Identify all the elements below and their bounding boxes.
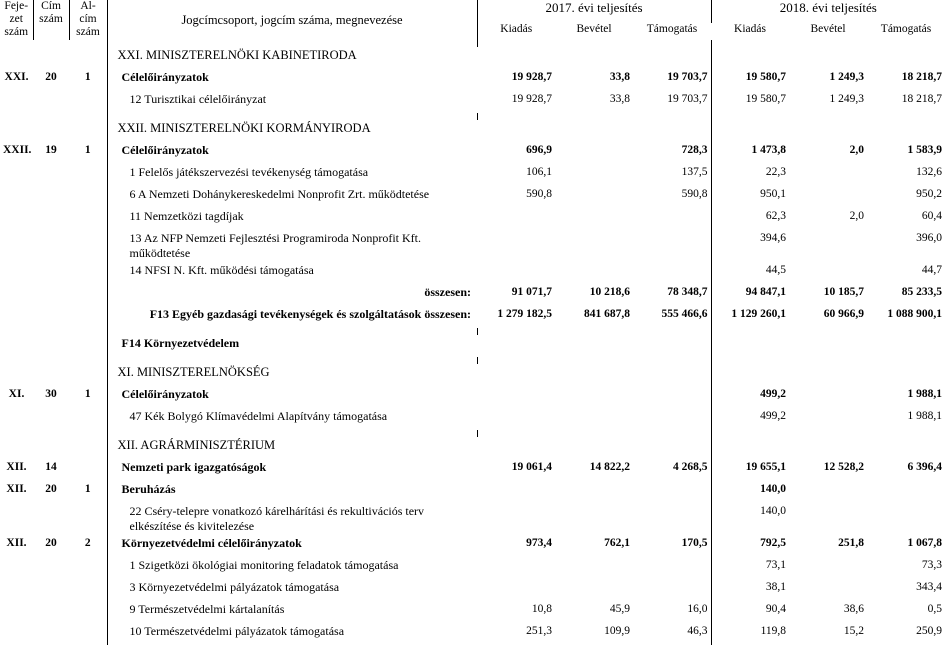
cell-amount: 251,8 <box>838 536 865 549</box>
cell-amount: 137,5 <box>681 165 708 178</box>
cell-amount: 4 268,5 <box>673 460 708 473</box>
cell-cim <box>33 579 69 601</box>
cell-fejezet <box>0 284 33 306</box>
cell-fejezet <box>0 120 33 142</box>
col-header-2018-tamogatas: Támogatás <box>880 22 932 35</box>
cell-alcim: 1 <box>69 142 107 164</box>
table-row <box>0 459 945 481</box>
cell-amount: 19 703,7 <box>667 70 708 83</box>
cell-amount: 394,6 <box>711 230 789 262</box>
table-row <box>0 306 945 328</box>
cell-alcim: 1 <box>69 481 107 503</box>
cell-alcim <box>69 208 107 230</box>
spacer-row <box>0 357 945 364</box>
cell-amount: 14 822,2 <box>589 460 630 473</box>
cell-amount: 841 687,8 <box>584 307 630 320</box>
cell-fejezet <box>0 91 33 113</box>
cell-cim <box>33 437 69 459</box>
cell-amount: 18 218,7 <box>901 70 943 83</box>
table-row <box>0 142 945 164</box>
cell-jogcim-name: Célelőirányzatok <box>121 69 209 84</box>
cell-amount <box>633 557 711 579</box>
cell-amount: 250,9 <box>916 624 943 637</box>
cell-jogcim-name: Célelőirányzatok <box>121 142 209 157</box>
cell-alcim <box>69 284 107 306</box>
cell-amount: 0,5 <box>927 602 943 615</box>
cell-amount <box>789 364 867 386</box>
cell-alcim <box>69 120 107 142</box>
cell-amount <box>633 262 711 284</box>
cell-amount: 499,2 <box>711 386 789 408</box>
cell-jogcim-name: 22 Cséry-telepre vonatkozó kárelhárítási és rekultivációs terv elkészítése és kivitelezése <box>129 503 425 533</box>
cell-cim: 19 <box>45 143 57 156</box>
cell-amount <box>477 408 555 430</box>
cell-alcim <box>69 47 107 69</box>
cell-jogcim-name: Beruházás <box>121 481 176 496</box>
cell-fejezet <box>0 623 33 645</box>
cell-amount <box>555 408 633 430</box>
cell-amount: 950,2 <box>916 187 943 200</box>
cell-amount: 19 580,7 <box>711 69 789 91</box>
cell-amount: 1 249,3 <box>829 70 865 83</box>
cell-alcim <box>69 503 107 535</box>
cell-amount <box>789 230 867 262</box>
cell-amount <box>555 164 633 186</box>
cell-amount <box>789 437 867 459</box>
cell-jogcim-name: 12 Turisztikai célelőirányzat <box>129 91 267 106</box>
cell-amount: 12 528,2 <box>823 460 865 473</box>
cell-jogcim-name: 11 Nemzetközi tagdíjak <box>129 208 244 223</box>
cell-amount <box>789 386 867 408</box>
cell-amount <box>477 364 555 386</box>
cell-amount: 38,1 <box>711 579 789 601</box>
table-row <box>0 503 945 535</box>
cell-amount: 10 185,7 <box>823 285 865 298</box>
cell-fejezet <box>0 408 33 430</box>
cell-amount <box>555 437 633 459</box>
cell-amount: 33,8 <box>609 92 630 105</box>
cell-amount: 119,8 <box>711 623 789 645</box>
cell-jogcim-name: 10 Természetvédelmi pályázatok támogatása <box>129 623 345 638</box>
cell-amount <box>711 47 789 69</box>
table-row <box>0 284 945 306</box>
cell-amount: 973,4 <box>526 536 552 549</box>
cell-amount: 2,0 <box>849 209 865 222</box>
cell-amount: 85 233,5 <box>901 285 943 298</box>
table-body <box>0 40 945 645</box>
cell-fejezet: XXI. <box>4 70 29 83</box>
cell-amount: 78 348,7 <box>667 285 708 298</box>
cell-cim <box>33 284 69 306</box>
cell-fejezet: XXII. <box>3 143 32 156</box>
table-header <box>0 0 945 40</box>
table-row <box>0 408 945 430</box>
table-row <box>0 335 945 357</box>
cell-amount: 499,2 <box>711 408 789 430</box>
cell-alcim <box>69 557 107 579</box>
cell-alcim: 1 <box>69 69 107 91</box>
cell-amount: 16,0 <box>687 602 708 615</box>
cell-amount: 10,8 <box>531 602 552 615</box>
cell-amount <box>633 481 711 503</box>
cell-fejezet <box>0 364 33 386</box>
cell-amount: 1 249,3 <box>829 92 865 105</box>
cell-amount: 19 928,7 <box>511 92 552 105</box>
table-row <box>0 164 945 186</box>
cell-jogcim-name: Nemzeti park igazgatóságok <box>121 459 267 474</box>
cell-cim <box>33 120 69 142</box>
table-row <box>0 47 945 69</box>
cell-cim <box>33 335 69 357</box>
table-row <box>0 481 945 503</box>
spacer-row <box>0 430 945 437</box>
cell-amount: 950,1 <box>711 186 789 208</box>
cell-amount: 45,9 <box>609 602 630 615</box>
cell-jogcim-name: 1 Szigetközi ökológiai monitoring feladatok támogatása <box>129 557 399 572</box>
cell-alcim: 1 <box>69 386 107 408</box>
cell-amount <box>555 142 633 164</box>
cell-fejezet: XI. <box>8 387 25 400</box>
table-row <box>0 437 945 459</box>
cell-amount <box>555 47 633 69</box>
cell-alcim <box>69 459 107 481</box>
cell-alcim <box>69 601 107 623</box>
cell-alcim <box>69 364 107 386</box>
cell-fejezet <box>0 208 33 230</box>
table-row <box>0 262 945 284</box>
col-header-2017-tamogatas: Támogatás <box>646 22 698 35</box>
cell-alcim <box>69 306 107 328</box>
table-row <box>0 535 945 557</box>
cell-amount <box>477 557 555 579</box>
cell-amount <box>555 262 633 284</box>
table-row <box>0 69 945 91</box>
cell-amount: 44,7 <box>921 263 943 276</box>
cell-cim: 30 <box>45 387 57 400</box>
cell-amount: 251,3 <box>526 624 552 637</box>
col-header-2018-bevetel: Bevétel <box>810 22 846 35</box>
cell-amount <box>633 579 711 601</box>
cell-amount <box>477 335 555 357</box>
cell-amount: 6 396,4 <box>907 460 943 473</box>
table-row <box>0 120 945 142</box>
cell-amount: 94 847,1 <box>711 284 789 306</box>
table-row <box>0 557 945 579</box>
col-header-2017-kiadas: Kiadás <box>500 22 533 35</box>
cell-amount <box>555 208 633 230</box>
cell-amount <box>477 386 555 408</box>
cell-amount <box>477 262 555 284</box>
cell-amount <box>633 503 711 535</box>
cell-jogcim-name: 3 Környezetvédelmi pályázatok támogatása <box>129 579 340 594</box>
cell-jogcim-name: Célelőirányzatok <box>121 386 209 401</box>
cell-amount <box>789 503 867 535</box>
cell-cim <box>33 557 69 579</box>
cell-amount <box>789 579 867 601</box>
spacer-row <box>0 40 945 47</box>
cell-jogcim-name: 47 Kék Bolygó Klímavédelmi Alapítvány támogatása <box>129 408 388 423</box>
cell-amount: 19 655,1 <box>711 459 789 481</box>
cell-fejezet <box>0 601 33 623</box>
cell-amount <box>867 481 945 503</box>
cell-amount <box>633 120 711 142</box>
cell-amount: 44,5 <box>711 262 789 284</box>
cell-amount <box>789 557 867 579</box>
cell-cim <box>33 408 69 430</box>
table-row <box>0 623 945 645</box>
cell-alcim <box>69 623 107 645</box>
cell-cim: 14 <box>45 460 57 473</box>
cell-amount: 19 061,4 <box>511 460 552 473</box>
cell-amount: 18 218,7 <box>901 92 943 105</box>
cell-fejezet: XII. <box>6 460 27 473</box>
cell-amount: 91 071,7 <box>511 285 552 298</box>
cell-alcim <box>69 186 107 208</box>
cell-jogcim-name: 14 NFSI N. Kft. működési támogatása <box>129 262 314 277</box>
cell-fejezet <box>0 437 33 459</box>
cell-amount <box>789 262 867 284</box>
cell-cim <box>33 262 69 284</box>
cell-amount <box>633 408 711 430</box>
table-row <box>0 208 945 230</box>
cell-amount <box>477 120 555 142</box>
cell-amount: 1 988,1 <box>907 387 943 400</box>
cell-fejezet <box>0 557 33 579</box>
cell-amount: 555 466,6 <box>661 307 708 320</box>
cell-amount: 90,4 <box>711 601 789 623</box>
col-header-year-2018: 2018. évi teljesítés <box>711 0 945 23</box>
cell-jogcim-name: XII. AGRÁRMINISZTÉRIUM <box>117 437 276 452</box>
cell-amount <box>867 437 945 459</box>
cell-amount <box>555 579 633 601</box>
cell-amount <box>789 186 867 208</box>
cell-amount <box>711 120 789 142</box>
cell-amount <box>789 335 867 357</box>
table-row <box>0 579 945 601</box>
cell-amount: 106,1 <box>526 165 552 178</box>
cell-amount <box>633 230 711 262</box>
cell-amount <box>555 335 633 357</box>
cell-jogcim-name: F14 Környezetvédelem <box>121 335 240 350</box>
cell-cim <box>33 186 69 208</box>
cell-fejezet <box>0 503 33 535</box>
cell-amount: 140,0 <box>711 503 789 535</box>
cell-amount <box>555 481 633 503</box>
cell-fejezet <box>0 47 33 69</box>
cell-amount <box>633 437 711 459</box>
cell-jogcim-name: XI. MINISZTERELNÖKSÉG <box>117 364 270 379</box>
cell-amount <box>789 481 867 503</box>
col-header-2018-kiadas: Kiadás <box>734 22 766 35</box>
cell-amount: 132,6 <box>916 165 943 178</box>
cell-amount: 1 067,8 <box>907 536 943 549</box>
cell-alcim <box>69 164 107 186</box>
cell-amount: 19 928,7 <box>511 70 552 83</box>
cell-amount <box>633 335 711 357</box>
cell-amount <box>633 47 711 69</box>
cell-amount <box>477 230 555 262</box>
cell-fejezet <box>0 230 33 262</box>
cell-amount <box>711 364 789 386</box>
cell-amount: 396,0 <box>916 231 943 244</box>
col-header-alcim: Al- cím szám <box>69 0 107 40</box>
cell-amount: 19 703,7 <box>667 92 708 105</box>
cell-amount: 73,1 <box>711 557 789 579</box>
cell-alcim <box>69 262 107 284</box>
cell-amount: 728,3 <box>681 143 708 156</box>
cell-amount: 696,9 <box>526 143 552 156</box>
cell-fejezet <box>0 335 33 357</box>
cell-jogcim-name: 9 Természetvédelmi kártalanítás <box>129 601 285 616</box>
col-header-year-2017: 2017. évi teljesítés <box>545 0 643 15</box>
col-header-jogcim: Jogcímcsoport, jogcím száma, megnevezése <box>107 0 477 40</box>
cell-amount <box>477 579 555 601</box>
cell-amount <box>633 208 711 230</box>
cell-amount <box>555 230 633 262</box>
table-row <box>0 186 945 208</box>
cell-amount <box>477 437 555 459</box>
cell-alcim <box>69 579 107 601</box>
cell-amount <box>555 557 633 579</box>
cell-amount: 1 473,8 <box>711 142 789 164</box>
cell-amount: 762,1 <box>604 536 630 549</box>
cell-amount: 22,3 <box>711 164 789 186</box>
cell-alcim: 2 <box>69 535 107 557</box>
cell-jogcim-name: 1 Felelős játékszervezési tevékenység támogatása <box>129 164 369 179</box>
cell-amount <box>789 120 867 142</box>
col-header-cim: Cím szám <box>33 0 69 40</box>
col-header-fejezet: Feje- zet szám <box>0 0 33 40</box>
cell-cim <box>33 503 69 535</box>
cell-amount: 343,4 <box>916 580 943 593</box>
cell-jogcim-name: 6 A Nemzeti Dohánykereskedelmi Nonprofit Zrt. működtetése <box>129 186 430 201</box>
cell-amount: 590,8 <box>681 187 708 200</box>
cell-jogcim-name: XXII. MINISZTERELNÖKI KORMÁNYIRODA <box>117 120 371 135</box>
cell-amount <box>711 437 789 459</box>
table-row <box>0 230 945 262</box>
cell-alcim <box>69 91 107 113</box>
cell-amount: 33,8 <box>609 70 630 83</box>
cell-cim <box>33 164 69 186</box>
cell-amount <box>633 386 711 408</box>
cell-amount <box>789 47 867 69</box>
cell-amount <box>789 408 867 430</box>
cell-amount: 60 966,9 <box>823 307 865 320</box>
table-row <box>0 91 945 113</box>
cell-cim <box>33 91 69 113</box>
cell-amount <box>633 364 711 386</box>
cell-amount <box>867 47 945 69</box>
cell-amount: 60,4 <box>921 209 943 222</box>
cell-amount: 1 279 182,5 <box>497 307 552 320</box>
cell-cim <box>33 208 69 230</box>
cell-amount <box>867 503 945 535</box>
table-row <box>0 601 945 623</box>
cell-amount <box>555 503 633 535</box>
cell-amount <box>711 335 789 357</box>
cell-alcim <box>69 230 107 262</box>
cell-amount: 140,0 <box>711 481 789 503</box>
cell-alcim <box>69 437 107 459</box>
cell-jogcim-name: Környezetvédelmi célelőirányzatok <box>121 535 302 550</box>
header-year-row <box>0 0 945 23</box>
spacer-row <box>0 328 945 335</box>
cell-amount: 15,2 <box>843 624 865 637</box>
cell-cim <box>33 306 69 328</box>
cell-amount <box>477 47 555 69</box>
cell-cim: 20 <box>45 482 57 495</box>
cell-amount: 2,0 <box>849 143 865 156</box>
cell-amount: 109,9 <box>604 624 630 637</box>
cell-cim: 20 <box>45 536 57 549</box>
cell-amount: 10 218,6 <box>589 285 630 298</box>
cell-amount <box>555 120 633 142</box>
cell-amount: 170,5 <box>681 536 708 549</box>
cell-amount: 590,8 <box>526 187 552 200</box>
cell-amount <box>867 120 945 142</box>
cell-fejezet: XII. <box>6 482 27 495</box>
cell-amount: 1 583,9 <box>907 143 943 156</box>
cell-fejezet <box>0 306 33 328</box>
spacer-row <box>0 113 945 120</box>
cell-amount <box>477 208 555 230</box>
cell-cim <box>33 47 69 69</box>
table-row <box>0 386 945 408</box>
cell-amount <box>555 386 633 408</box>
cell-amount: 1 988,1 <box>907 409 943 422</box>
cell-jogcim-name: összesen: <box>424 284 471 299</box>
cell-alcim <box>69 408 107 430</box>
cell-amount <box>477 481 555 503</box>
cell-alcim <box>69 335 107 357</box>
cell-amount: 1 129 260,1 <box>711 306 789 328</box>
cell-amount: 46,3 <box>687 624 708 637</box>
cell-amount <box>555 364 633 386</box>
cell-cim <box>33 623 69 645</box>
cell-cim <box>33 601 69 623</box>
cell-fejezet <box>0 164 33 186</box>
cell-cim <box>33 230 69 262</box>
cell-amount: 792,5 <box>711 535 789 557</box>
cell-cim <box>33 364 69 386</box>
cell-fejezet: XII. <box>6 536 27 549</box>
cell-amount: 62,3 <box>711 208 789 230</box>
cell-amount: 1 088 900,1 <box>887 307 943 320</box>
cell-amount <box>867 364 945 386</box>
table-row <box>0 364 945 386</box>
cell-amount <box>789 164 867 186</box>
cell-amount: 19 580,7 <box>711 91 789 113</box>
cell-amount: 38,6 <box>843 602 865 615</box>
cell-amount: 73,3 <box>921 558 943 571</box>
cell-fejezet <box>0 262 33 284</box>
cell-fejezet <box>0 579 33 601</box>
col-header-2017-bevetel: Bevétel <box>576 22 612 35</box>
cell-amount <box>555 186 633 208</box>
cell-fejezet <box>0 186 33 208</box>
cell-amount <box>867 335 945 357</box>
cell-jogcim-name: F13 Egyéb gazdasági tevékenységek és szolgáltatások összesen: <box>149 306 471 321</box>
cell-jogcim-name: XXI. MINISZTERELNÖKI KABINETIRODA <box>117 47 357 62</box>
cell-cim: 20 <box>45 70 57 83</box>
cell-jogcim-name: 13 Az NFP Nemzeti Fejlesztési Programiroda Nonprofit Kft. működtetése <box>129 230 422 260</box>
cell-amount <box>477 503 555 535</box>
